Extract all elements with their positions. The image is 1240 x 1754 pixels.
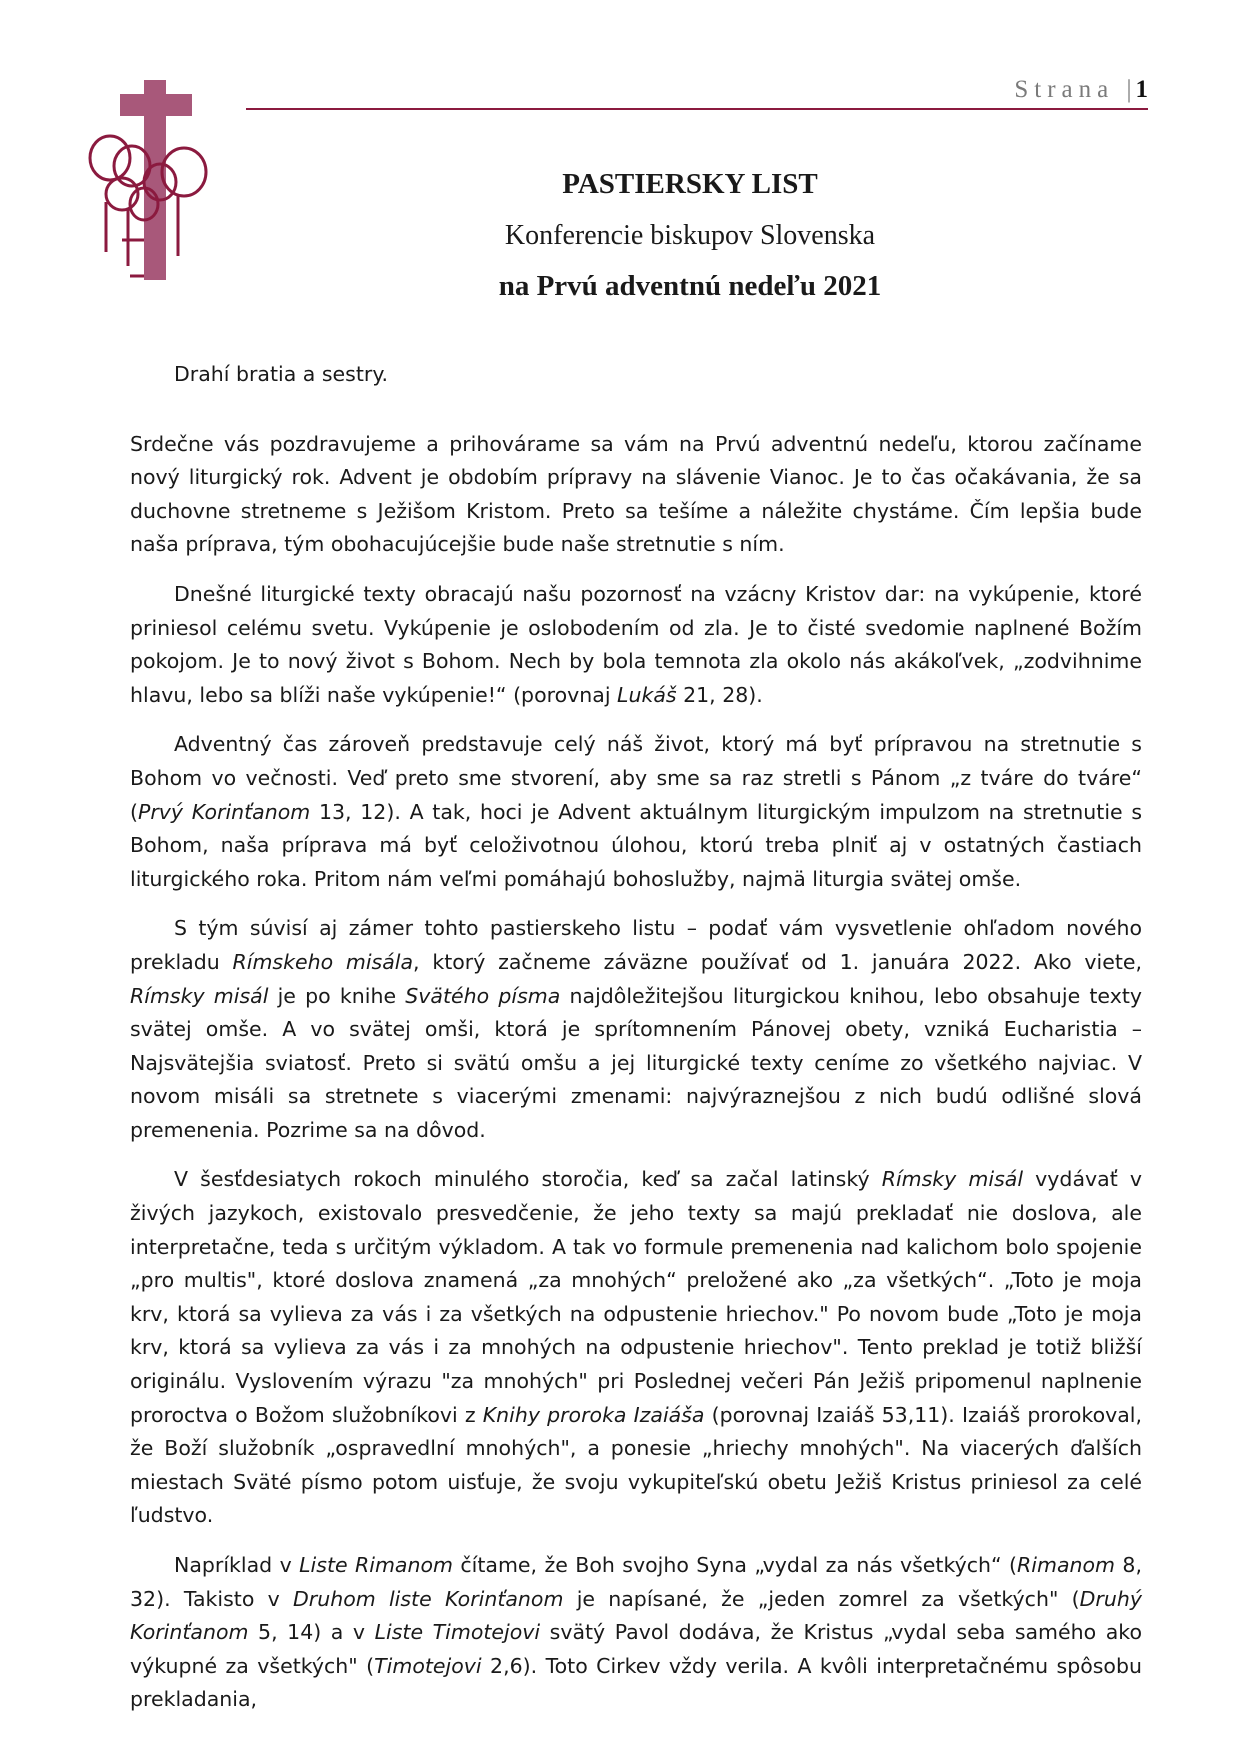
body-paragraph xyxy=(130,428,1142,562)
header-rule xyxy=(246,108,1148,110)
paragraph-text: Adventný čas zároveň predstavuje celý náš život, ktorý má byť prípravou na stretnutie s Bohom vo večnosti. Veď preto sme stvorení, aby sme sa raz stretli s Pánom „z tváre do tváre“ ( xyxy=(130,732,1142,824)
paragraph-text: 21, 28). xyxy=(676,682,763,707)
page-number-separator: | xyxy=(1126,76,1132,103)
italic-reference: Liste Rimanom xyxy=(299,1553,453,1577)
italic-reference: Prvý Korinťanom xyxy=(138,799,311,824)
page-label-text: Strana xyxy=(1014,76,1115,103)
italic-reference: Lukáš xyxy=(617,682,677,707)
italic-reference: Rimanom xyxy=(1017,1553,1116,1577)
italic-reference: Svätého písma xyxy=(405,983,561,1008)
paragraph-text: S tým súvisí aj zámer tohto pastierskeho listu – podať vám vysvetlenie ohľadom nového prekladu xyxy=(130,916,1142,974)
paragraph-text: (porovnaj Izaiáš 53,11). Izaiáš prorokoval, že Boží služobník „ospravedlní mnohých", a ponesie „hriechy mnohých". Na viacerých ďalších miestach Sväté písmo potom uisťuje, že svoju vykupiteľskú obetu Ježiš Kristus priniesol za celé ľudstvo. xyxy=(130,1402,1143,1528)
italic-reference: Liste Timotejovi xyxy=(374,1620,541,1645)
body-paragraph xyxy=(130,1549,1142,1717)
paragraph-text: vydávať v živých jazykoch, existovalo presvedčenie, že jeho texty sa majú prekladať nie doslova, ale interpretačne, teda s určitým výkladom. A tak vo formule premenenia nad kalichom bolo spojenie „pro multis", ktoré doslova znamená „za mnohých“ preložené ako „za všetkých“. „Toto je moja krv, ktorá sa vylieva za vás i za všetkých na odpustenie hriechov." Po novom bude „Toto je moja krv, ktorá sa vylieva za vás i za mnohých na odpustenie hriechov". Tento preklad je totiž bližší originálu. Vyslovením výrazu "za mnohých" pri Poslednej večeri Pán Ježiš pripomenul naplnenie proroctva o Božom služobníkovi z xyxy=(130,1167,1142,1427)
italic-reference: Druhom liste Korinťanom xyxy=(293,1586,564,1611)
body-paragraph xyxy=(130,912,1142,1147)
paragraph-text: 5, 14) a v xyxy=(248,1620,375,1645)
body-paragraph xyxy=(130,578,1142,712)
paragraph-text: V šesťdesiatych rokoch minulého storočia, keď sa začal latinský xyxy=(174,1167,882,1192)
title-block xyxy=(340,164,1040,306)
italic-reference: Rímsky misál xyxy=(881,1167,1024,1192)
paragraph-text: 8, 32). Takisto v xyxy=(130,1553,1142,1611)
paragraph-text: svätý Pavol dodáva, že Kristus „vydal seba samého ako výkupné za všetkých" ( xyxy=(130,1620,1142,1678)
letter-body xyxy=(130,358,1142,1733)
paragraph-text: Srdečne vás pozdravujeme a prihovárame sa vám na Prvú adventnú nedeľu, ktorou začíname nový liturgický rok. Advent je obdobím prípravy na slávenie Vianoc. Je to čas očakávania, že sa duchovne stretneme s Ježišom Kristom. Preto sa tešíme a náležite chystáme. Čím lepšia bude naša príprava, tým obohacujúcejšie bude naše stretnutie s ním. xyxy=(130,431,1142,557)
paragraph-text: 13, 12). A tak, hoci je Advent aktuálnym liturgickým impulzom na stretnutie s Bohom, naša príprava má byť celoživotnou úlohou, ktorú treba plniť aj v ostatných častiach liturgického roka. Pritom nám veľmi pomáhajú bohoslužby, najmä liturgia svätej omše. xyxy=(130,799,1143,891)
italic-reference: Rímsky misál xyxy=(130,983,269,1008)
paragraph-text: Napríklad v xyxy=(174,1553,300,1577)
paragraph-text: čítame, že Boh svojho Syna „vydal za nás všetkých“ ( xyxy=(452,1553,1018,1577)
paragraph-text: je napísané, že „jeden zomrel za všetkých" ( xyxy=(563,1586,1080,1611)
page-number-label xyxy=(1014,76,1148,104)
document-subtitle: Konferencie biskupov Slovenska xyxy=(504,220,876,251)
paragraph-text: Dnešné liturgické texty obracajú našu pozornosť na vzácny Kristov dar: na vykúpenie, ktoré priniesol celému svetu. Vykúpenie je oslobodením od zla. Je to čisté svedomie naplnené Božím pokojom. Je to nový život s Bohom. Nech by bola temnota zla okolo nás akákoľvek, „zodvihnime hlavu, lebo sa blíži naše vykúpenie!“ (porovnaj xyxy=(130,581,1142,707)
italic-reference: Knihy proroka Izaiáša xyxy=(482,1402,705,1427)
document-occasion: na Prvú adventnú nedeľu 2021 xyxy=(498,270,882,302)
body-paragraph xyxy=(130,1163,1142,1533)
paragraph-text: je po knihe xyxy=(268,983,406,1008)
body-paragraph xyxy=(130,728,1142,896)
paragraph-text: , ktorý začneme záväzne používať od 1. januára 2022. Ako viete, xyxy=(413,949,1142,974)
cross-rings-logo-icon xyxy=(88,80,238,290)
greeting: Drahí bratia a sestry. xyxy=(174,362,389,386)
italic-reference: Timotejovi xyxy=(374,1653,482,1678)
paragraph-list xyxy=(130,428,1142,1717)
page-number: 1 xyxy=(1135,76,1148,103)
paragraph-text: najdôležitejšou liturgickou knihou, lebo obsahuje texty svätej omše. A vo svätej omši, ktorá je sprítomnením Pánovej obety, vzniká Eucharistia – Najsvätejšia sviatosť. Preto si svätú omšu a jej liturgické texty ceníme zo všetkého najviac. V novom misáli sa stretnete s viacerými zmenami: najvýraznejšou z nich budú odlišné slová premenenia. Pozrime sa na dôvod. xyxy=(130,983,1142,1142)
italic-reference: Rímskeho misála xyxy=(232,949,414,974)
italic-reference: Druhý Korinťanom xyxy=(130,1586,1142,1645)
paragraph-text: 2,6). Toto Cirkev vždy verila. A kvôli interpretačnému spôsobu prekladania, xyxy=(130,1653,1142,1712)
document-title: PASTIERSKY LIST xyxy=(562,168,818,200)
